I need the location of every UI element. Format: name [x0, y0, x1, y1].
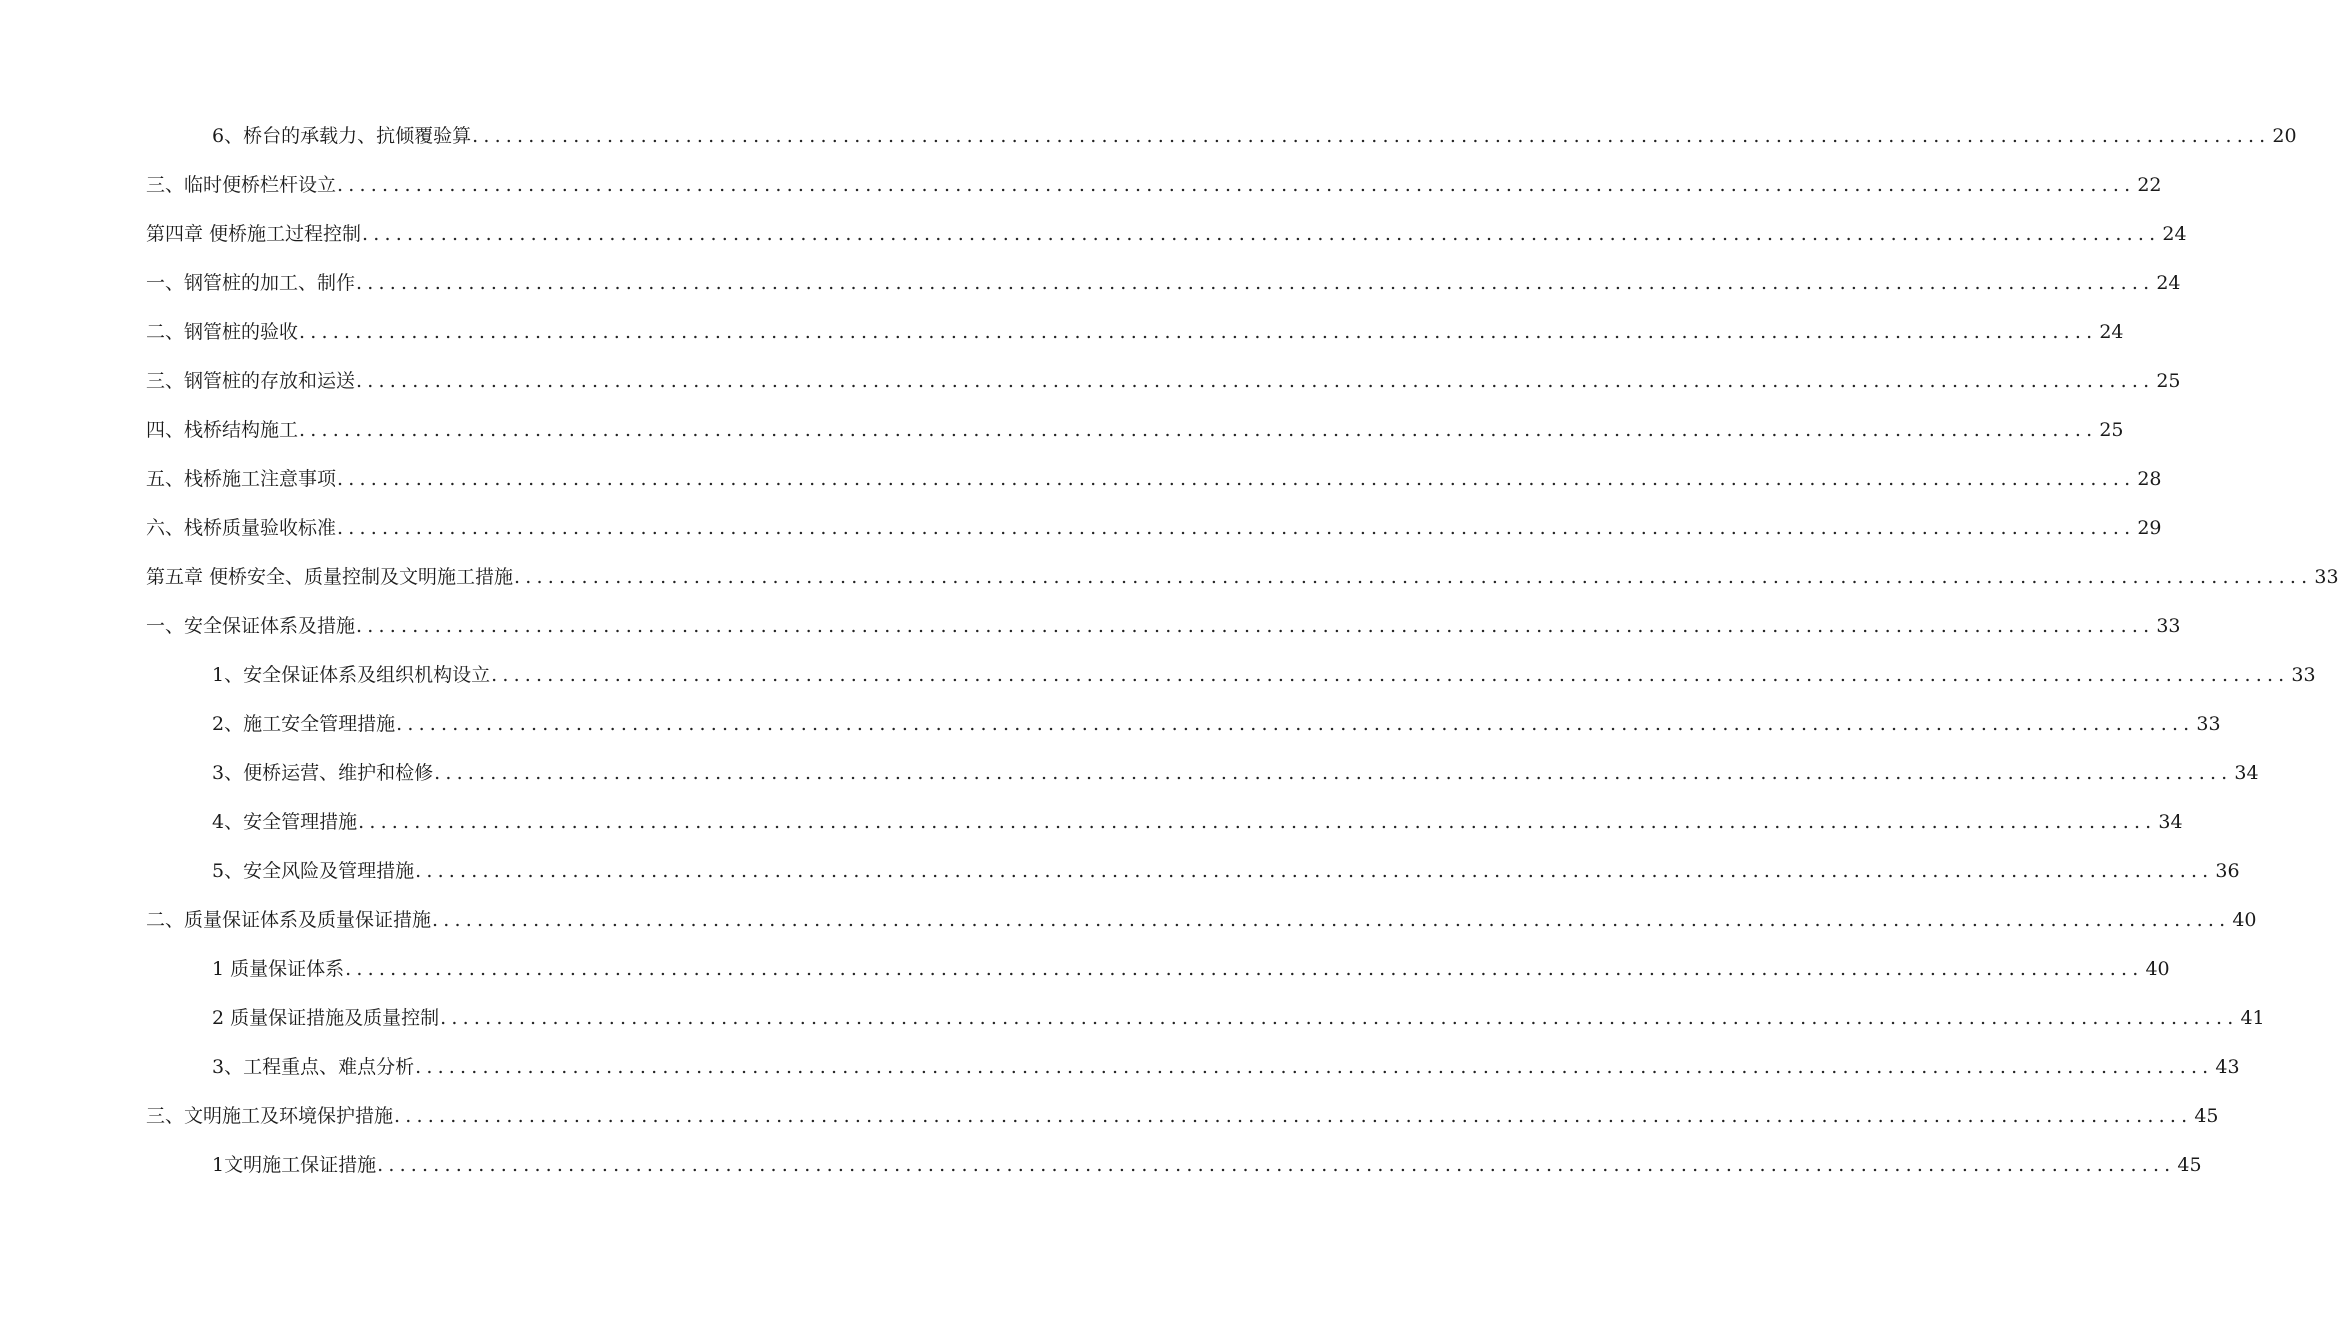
toc-entry[interactable]	[146, 357, 2181, 406]
toc-dot-leader: ................................................................................................................................................................	[337, 468, 2136, 490]
toc-dot-leader: ................................................................................................................................................................	[358, 811, 2157, 833]
table-of-contents	[146, 112, 2339, 1190]
toc-entry[interactable]	[146, 994, 2265, 1043]
toc-entry[interactable]	[146, 553, 2339, 602]
toc-entry-title: 4、安全管理措施	[212, 811, 358, 833]
toc-entry-page-number: 33	[2291, 664, 2316, 686]
toc-entry[interactable]	[146, 210, 2187, 259]
toc-entry-page-number: 24	[2162, 223, 2187, 245]
toc-entry-page-number: 34	[2234, 762, 2259, 784]
toc-entry[interactable]	[146, 308, 2124, 357]
toc-entry-title: 二、钢管桩的验收	[146, 321, 299, 343]
toc-dot-leader: ................................................................................................................................................................	[377, 1154, 2176, 1176]
toc-entry-page-number: 41	[2240, 1007, 2265, 1029]
toc-entry-page-number: 33	[2156, 615, 2181, 637]
toc-entry[interactable]	[146, 602, 2181, 651]
toc-entry-title: 5、安全风险及管理措施	[212, 860, 415, 882]
toc-entry[interactable]	[146, 1043, 2240, 1092]
toc-entry-title: 一、安全保证体系及措施	[146, 615, 356, 637]
toc-entry-title: 第四章 便桥施工过程控制	[146, 223, 362, 245]
toc-entry-title: 三、钢管桩的存放和运送	[146, 370, 356, 392]
toc-entry[interactable]	[146, 700, 2221, 749]
toc-entry[interactable]	[146, 1092, 2219, 1141]
toc-entry-title: 五、栈桥施工注意事项	[146, 468, 337, 490]
toc-entry-title: 三、文明施工及环境保护措施	[146, 1105, 394, 1127]
toc-entry-page-number: 24	[2156, 272, 2181, 294]
toc-entry[interactable]	[146, 161, 2162, 210]
toc-dot-leader: ................................................................................................................................................................	[299, 419, 2098, 441]
toc-entry[interactable]	[146, 259, 2181, 308]
toc-entry-title: 2 质量保证措施及质量控制	[212, 1007, 440, 1029]
toc-entry[interactable]	[146, 945, 2170, 994]
toc-entry-page-number: 25	[2156, 370, 2181, 392]
toc-entry[interactable]	[146, 896, 2257, 945]
toc-dot-leader: ................................................................................................................................................................	[299, 321, 2098, 343]
toc-entry-title: 1、安全保证体系及组织机构设立	[212, 664, 491, 686]
toc-entry-title: 6、桥台的承载力、抗倾覆验算	[212, 125, 472, 147]
toc-dot-leader: ................................................................................................................................................................	[491, 664, 2290, 686]
toc-entry-title: 六、栈桥质量验收标准	[146, 517, 337, 539]
toc-entry-page-number: 29	[2137, 517, 2162, 539]
toc-entry-title: 二、质量保证体系及质量保证措施	[146, 909, 432, 931]
toc-entry-page-number: 20	[2272, 125, 2297, 147]
toc-dot-leader: ................................................................................................................................................................	[432, 909, 2231, 931]
toc-dot-leader: ................................................................................................................................................................	[415, 860, 2214, 882]
toc-dot-leader: ................................................................................................................................................................	[337, 174, 2136, 196]
toc-entry[interactable]	[146, 455, 2162, 504]
toc-entry[interactable]	[146, 406, 2124, 455]
toc-dot-leader: ................................................................................................................................................................	[362, 223, 2161, 245]
toc-entry[interactable]	[146, 847, 2240, 896]
toc-entry-title: 一、钢管桩的加工、制作	[146, 272, 356, 294]
toc-dot-leader: ................................................................................................................................................................	[394, 1105, 2193, 1127]
toc-entry-page-number: 45	[2194, 1105, 2219, 1127]
toc-entry-page-number: 22	[2137, 174, 2162, 196]
toc-entry-title: 1 质量保证体系	[212, 958, 345, 980]
toc-entry-title: 1文明施工保证措施	[212, 1154, 377, 1176]
toc-entry-title: 四、栈桥结构施工	[146, 419, 299, 441]
toc-entry-page-number: 43	[2215, 1056, 2240, 1078]
toc-dot-leader: ................................................................................................................................................................	[434, 762, 2233, 784]
toc-entry-page-number: 40	[2232, 909, 2257, 931]
toc-entry-page-number: 36	[2215, 860, 2240, 882]
toc-entry-title: 第五章 便桥安全、质量控制及文明施工措施	[146, 566, 514, 588]
toc-dot-leader: ................................................................................................................................................................	[415, 1056, 2214, 1078]
toc-entry-page-number: 34	[2158, 811, 2183, 833]
toc-entry[interactable]	[146, 504, 2162, 553]
toc-entry[interactable]	[146, 798, 2183, 847]
toc-dot-leader: ................................................................................................................................................................	[440, 1007, 2239, 1029]
toc-entry[interactable]	[146, 749, 2259, 798]
toc-entry-page-number: 45	[2177, 1154, 2202, 1176]
toc-entry[interactable]	[146, 1141, 2202, 1190]
toc-dot-leader: ................................................................................................................................................................	[396, 713, 2195, 735]
toc-entry-page-number: 24	[2099, 321, 2124, 343]
toc-dot-leader: ................................................................................................................................................................	[345, 958, 2144, 980]
toc-entry-page-number: 33	[2196, 713, 2221, 735]
toc-dot-leader: ................................................................................................................................................................	[356, 370, 2155, 392]
toc-entry-page-number: 25	[2099, 419, 2124, 441]
toc-entry-title: 3、便桥运营、维护和检修	[212, 762, 434, 784]
toc-dot-leader: ................................................................................................................................................................	[356, 272, 2155, 294]
toc-entry-page-number: 28	[2137, 468, 2162, 490]
toc-entry-page-number: 33	[2314, 566, 2339, 588]
toc-entry-title: 3、工程重点、难点分析	[212, 1056, 415, 1078]
toc-entry-title: 2、施工安全管理措施	[212, 713, 396, 735]
toc-dot-leader: ................................................................................................................................................................	[472, 125, 2271, 147]
toc-dot-leader: ................................................................................................................................................................	[337, 517, 2136, 539]
toc-entry[interactable]	[146, 651, 2316, 700]
toc-entry-title: 三、临时便桥栏杆设立	[146, 174, 337, 196]
toc-dot-leader: ................................................................................................................................................................	[356, 615, 2155, 637]
toc-dot-leader: ................................................................................................................................................................	[514, 566, 2313, 588]
toc-entry[interactable]	[146, 112, 2297, 161]
toc-entry-page-number: 40	[2145, 958, 2170, 980]
